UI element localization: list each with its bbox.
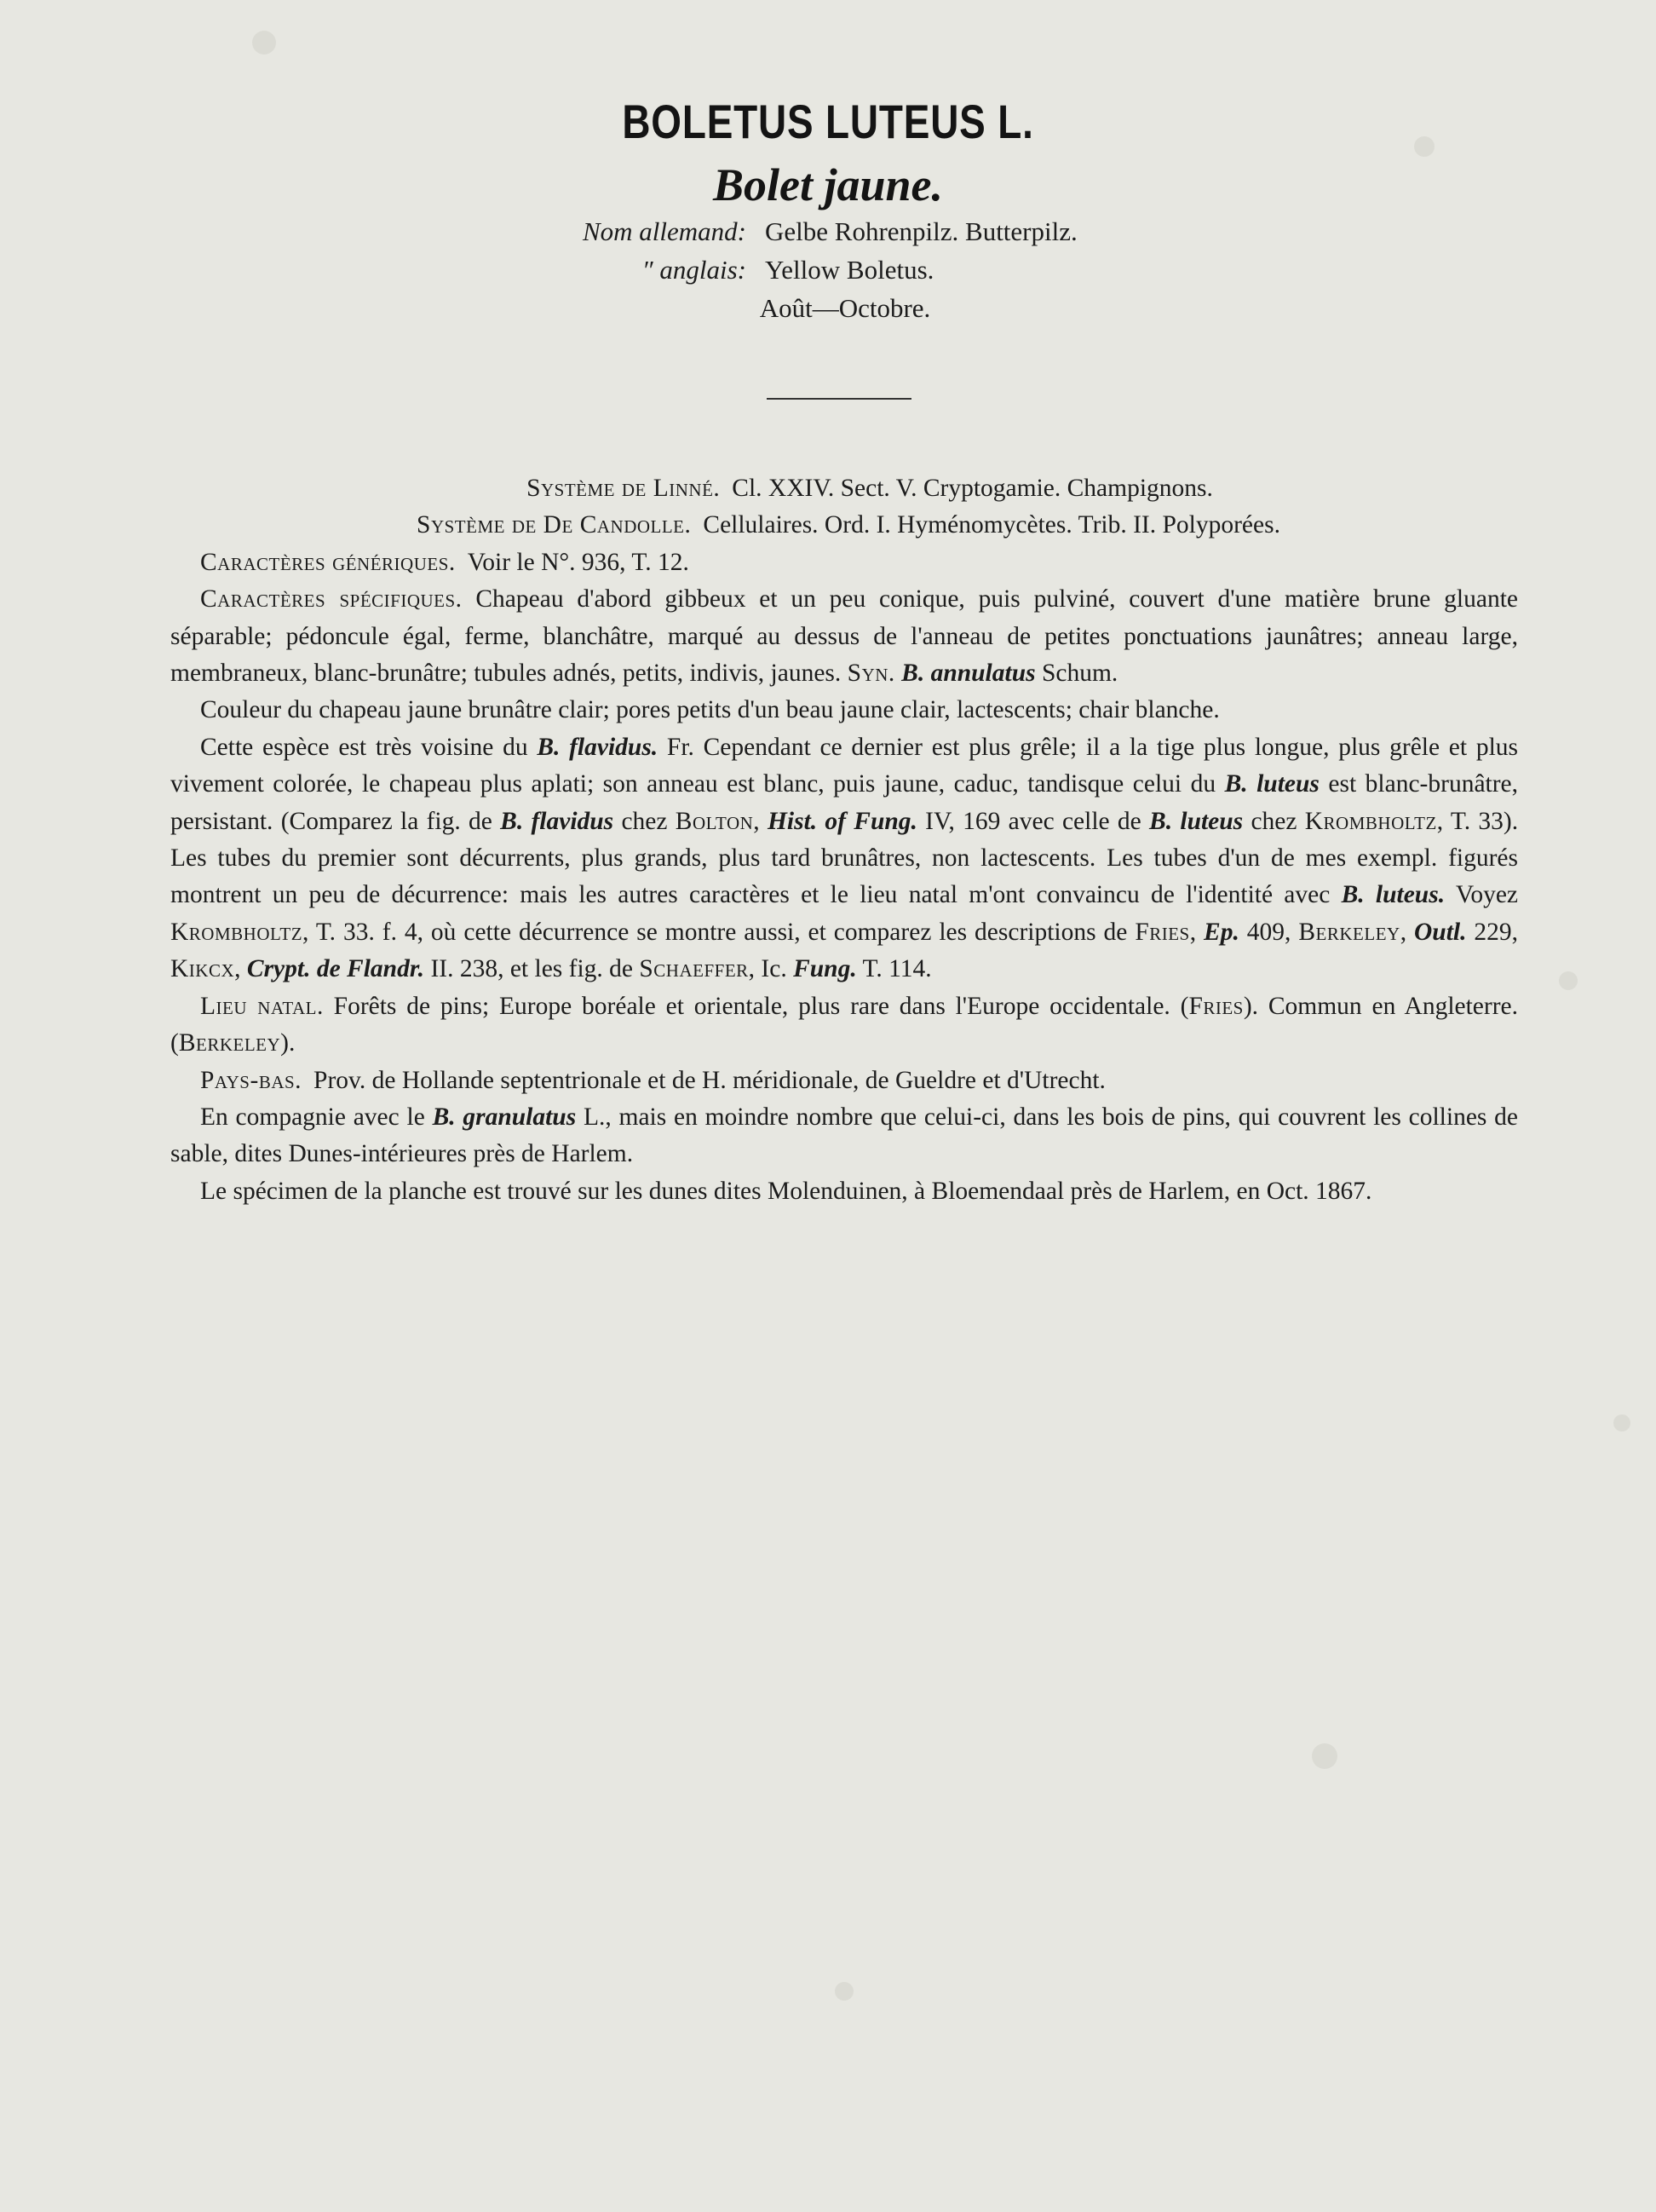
generic-characters-text: Voir le N°. 936, T. 12. — [467, 548, 689, 576]
species-ref: B. flavidus — [500, 807, 614, 835]
synonym-label: Syn. — [847, 660, 895, 688]
specific-characters-text: Chapeau d'abord gibbeux et un peu conique, puis pulviné, couvert d'une matière brune gluante séparable; pédoncule égal, ferme, blanchâtre, marqué au dessus de l'anneau de petites ponctuations jaunâtres; anneau large, membraneux, blanc-brunâtre; tubules adnés, petits, indivis, jaunes. — [170, 585, 1518, 688]
english-name-label: ″ anglais: — [641, 255, 746, 285]
vernacular-names — [0, 216, 1656, 293]
section-divider — [767, 398, 911, 400]
german-name-value: Gelbe Rohrenpilz. Butterpilz. — [765, 216, 1078, 246]
synonym-species: B. annulatus — [901, 660, 1036, 688]
author-name: Berkeley — [178, 1029, 281, 1057]
author-name: Krombholtz — [1304, 807, 1437, 835]
author-name: Fries — [1188, 992, 1244, 1020]
author-name: Krombholtz — [170, 918, 303, 946]
species-title: BOLETUS LUTEUS L. — [622, 95, 1034, 148]
author-name: Bolton — [675, 807, 754, 835]
netherlands-text: Prov. de Hollande septentrionale et de H. méridionale, de Gueldre et d'Utrecht. — [313, 1066, 1106, 1094]
specific-characters-label: Caractères spécifiques. — [200, 585, 463, 613]
work-title: Crypt. de Flandr. — [246, 955, 425, 983]
species-ref: B. luteus — [1149, 807, 1244, 835]
paper-stain — [1559, 971, 1578, 990]
netherlands-paragraph — [170, 1063, 1518, 1099]
author-name: Berkeley — [1298, 918, 1400, 946]
netherlands-label: Pays-bas. — [200, 1066, 302, 1094]
generic-characters — [170, 544, 1518, 581]
german-name-label: Nom allemand: — [582, 216, 746, 246]
german-name-row — [0, 216, 1656, 255]
species-ref: B. luteus — [1224, 770, 1320, 798]
specific-characters — [170, 581, 1518, 692]
species-ref: B. luteus. — [1341, 881, 1446, 909]
comparison-paragraph: Cette espèce est très voisine du B. flavidus. Fr. Cependant ce dernier est plus grêle; il a la tige plus longue, plus grêle et plus vivement colorée, le chapeau plus aplati; son anneau est blanc, puis jaune, caduc, tandisque celui du B. luteus est blanc-brunâtre, persistant. (Comparez la fig. de B. flavidus chez Bolton, Hist. of Fung. IV, 169 avec celle de B. luteus chez Krombholtz, T. 33). Les tubes du premier sont décurrents, plus grands, plus tard brunâtres, non lactescents. Les tubes d'un de mes exempl. figurés montrent un peu de décurrence: mais les autres caractères et le lieu natal m'ont convaincu de l'identité avec B. luteus. Voyez Krombholtz, T. 33. f. 4, où cette décurrence se montre aussi, et comparez les descriptions de Fries, Ep. 409, Berkeley, Outl. 229, Kikcx, Crypt. de Flandr. II. 238, et les fig. de Schaeffer, Ic. Fung. T. 114. — [170, 733, 1519, 983]
candolle-system-line — [170, 507, 1518, 544]
english-name-value: Yellow Boletus. — [765, 255, 934, 285]
synonym-author: Schum. — [1041, 660, 1118, 688]
season: Août—Octobre. — [759, 293, 931, 323]
description-body — [170, 470, 1518, 1210]
work-title: Fung. — [793, 955, 857, 983]
linne-system-text: Cl. XXIV. Sect. V. Cryptogamie. Champignons. — [732, 475, 1213, 502]
generic-characters-label: Caractères génériques. — [200, 548, 456, 576]
candolle-system-label: Système de De Candolle. — [417, 511, 692, 539]
paper-stain — [1312, 1743, 1337, 1769]
english-name-row — [0, 255, 1656, 293]
work-title: Ep. — [1204, 918, 1239, 946]
linne-system-line — [170, 470, 1518, 507]
author-name: Kikcx — [170, 955, 235, 983]
specimen-paragraph: Le spécimen de la planche est trouvé sur les dunes dites Molenduinen, à Bloemendaal près de Harlem, en Oct. 1867. — [200, 1177, 1372, 1205]
candolle-system-text: Cellulaires. Ord. I. Hyménomycètes. Trib. II. Polyporées. — [703, 511, 1280, 539]
colour-paragraph: Couleur du chapeau jaune brunâtre clair; pores petits d'un beau jaune clair, lactescents; chair blanche. — [200, 696, 1220, 724]
paper-stain — [835, 1982, 854, 2001]
habitat-label: Lieu natal. — [200, 992, 324, 1020]
work-title: Outl. — [1414, 918, 1467, 946]
species-ref: B. granulatus — [432, 1103, 577, 1131]
habitat-paragraph: Lieu natal. Forêts de pins; Europe boréale et orientale, plus rare dans l'Europe occidentale. (Fries). Commun en Angleterre. (Berkeley). — [170, 992, 1519, 1057]
paper-stain — [252, 31, 276, 55]
author-name: Fries — [1135, 918, 1190, 946]
company-paragraph: En compagnie avec le B. granulatus L., mais en moindre nombre que celui-ci, dans les bois de pins, qui couvrent les collines de sable, dites Dunes-intérieures près de Harlem. — [170, 1103, 1518, 1168]
species-ref: B. flavidus. — [537, 733, 658, 761]
work-title: Hist. of Fung. — [767, 807, 917, 835]
paper-stain — [1613, 1414, 1630, 1431]
linne-system-label: Système de Linné. — [526, 475, 721, 502]
common-name: Bolet jaune. — [712, 159, 944, 210]
author-name: Schaeffer — [639, 955, 749, 983]
